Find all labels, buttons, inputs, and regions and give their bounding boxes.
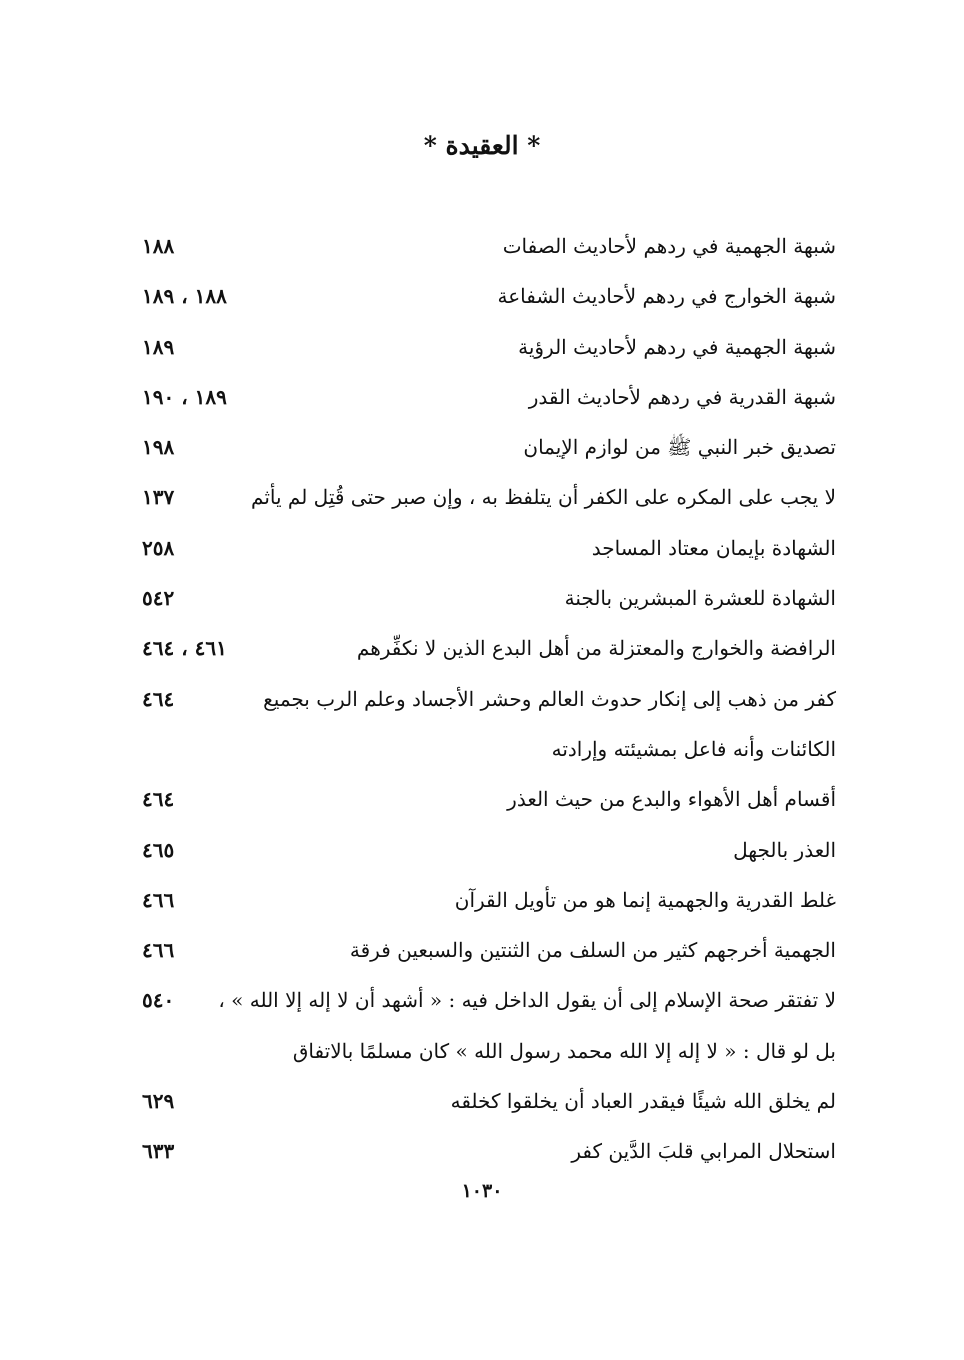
entry-topic: شبهة الجهمية في ردهم لأحاديث الصفات [502, 234, 836, 258]
entry-topic: كفر من ذهب إلى إنكار حدوث العالم وحشر الأجساد وعلم الرب بجميع [263, 686, 836, 711]
entry-pages: ١٨٩ ، ١٩٠ [142, 384, 227, 409]
entry-pages: ١٩٨ [142, 435, 175, 460]
entry-pages: ٦٢٩ [142, 1089, 175, 1114]
entry-topic: الكائنات وأنه فاعل بمشيئته وإرادته [551, 736, 836, 761]
entry-topic: استحلال المرابي قلبَ الدَّين كفر [571, 1139, 836, 1164]
entry-topic: الرافضة والخوارج والمعتزلة من أهل البدع الذين لا نكفِّرهم [356, 636, 836, 661]
entry-topic: تصديق خبر النبي ﷺ من لوازم الإيمان [523, 435, 836, 460]
index-entry [0, 578, 964, 628]
entry-topic: الشهادة للعشرة المبشرين بالجنة [564, 586, 836, 611]
page-number: ١٠٣٠ [461, 1180, 503, 1202]
index-entry [0, 1131, 964, 1181]
entry-topic: الشهادة بإيمان معتاد المساجد [591, 535, 836, 560]
entry-pages: ٤٦٦ [142, 887, 175, 912]
entry-topic: لا يجب على المكره على الكفر أن يتلفظ به ، وإن صبر حتى قُتِل لم يأثم [251, 485, 836, 510]
index-list [0, 226, 964, 1182]
entry-topic: العذر بالجهل [733, 837, 836, 862]
entry-pages: ١٨٨ [142, 234, 175, 258]
index-entry [0, 628, 964, 678]
entry-pages: ١٨٨ ، ١٨٩ [142, 284, 227, 309]
index-entry [0, 880, 964, 930]
entry-topic: شبهة القدرية في ردهم لأحاديث القدر [528, 384, 836, 409]
entry-pages: ٤٦١ ، ٤٦٤ [142, 636, 227, 661]
index-entry [0, 679, 964, 729]
index-entry-continuation [0, 729, 964, 779]
index-entry [0, 930, 964, 980]
index-entry [0, 1081, 964, 1131]
entry-topic: لم يخلق الله شيئًا فيقدر العباد أن يخلقوا كخلقه [450, 1089, 836, 1114]
entry-topic: لا تفتقر صحة الإسلام إلى أن يقول الداخل فيه : « أشهد أن لا إله إلا الله » ، [218, 988, 836, 1013]
entry-pages: ٤٦٥ [142, 837, 175, 862]
entry-topic: شبهة الخوارج في ردهم لأحاديث الشفاعة [497, 284, 836, 309]
index-entry [0, 528, 964, 578]
entry-topic: أقسام أهل الأهواء والبدع من حيث العذر [507, 787, 836, 812]
index-entry [0, 477, 964, 527]
index-entry [0, 276, 964, 326]
entry-pages: ٦٣٣ [142, 1139, 175, 1164]
index-entry [0, 830, 964, 880]
entry-topic: شبهة الجهمية في ردهم لأحاديث الرؤية [518, 334, 836, 359]
entry-pages: ٤٦٤ [142, 787, 175, 812]
index-entry [0, 377, 964, 427]
index-entry [0, 226, 964, 276]
entry-pages: ٥٤٠ [142, 988, 175, 1013]
index-entry [0, 980, 964, 1030]
entry-topic: بل لو قال : « لا إله إلا الله محمد رسول الله » كان مسلمًا بالاتفاق [292, 1038, 836, 1063]
index-entry [0, 427, 964, 477]
index-entry [0, 779, 964, 829]
index-entry-continuation [0, 1031, 964, 1081]
entry-pages: ١٨٩ [142, 334, 175, 359]
entry-pages: ٤٦٦ [142, 938, 175, 963]
entry-pages: ١٣٧ [142, 485, 175, 510]
index-entry [0, 327, 964, 377]
entry-topic: غلط القدرية والجهمية إنما هو من تأويل القرآن [454, 887, 836, 912]
page-title: * العقيدة * [423, 131, 541, 160]
entry-pages: ٢٥٨ [142, 535, 175, 560]
entry-topic: الجهمية أخرجهم كثير من السلف من الثنتين والسبعين فرقة [349, 938, 836, 963]
entry-pages: ٤٦٤ [142, 686, 175, 711]
entry-pages: ٥٤٢ [142, 586, 175, 611]
